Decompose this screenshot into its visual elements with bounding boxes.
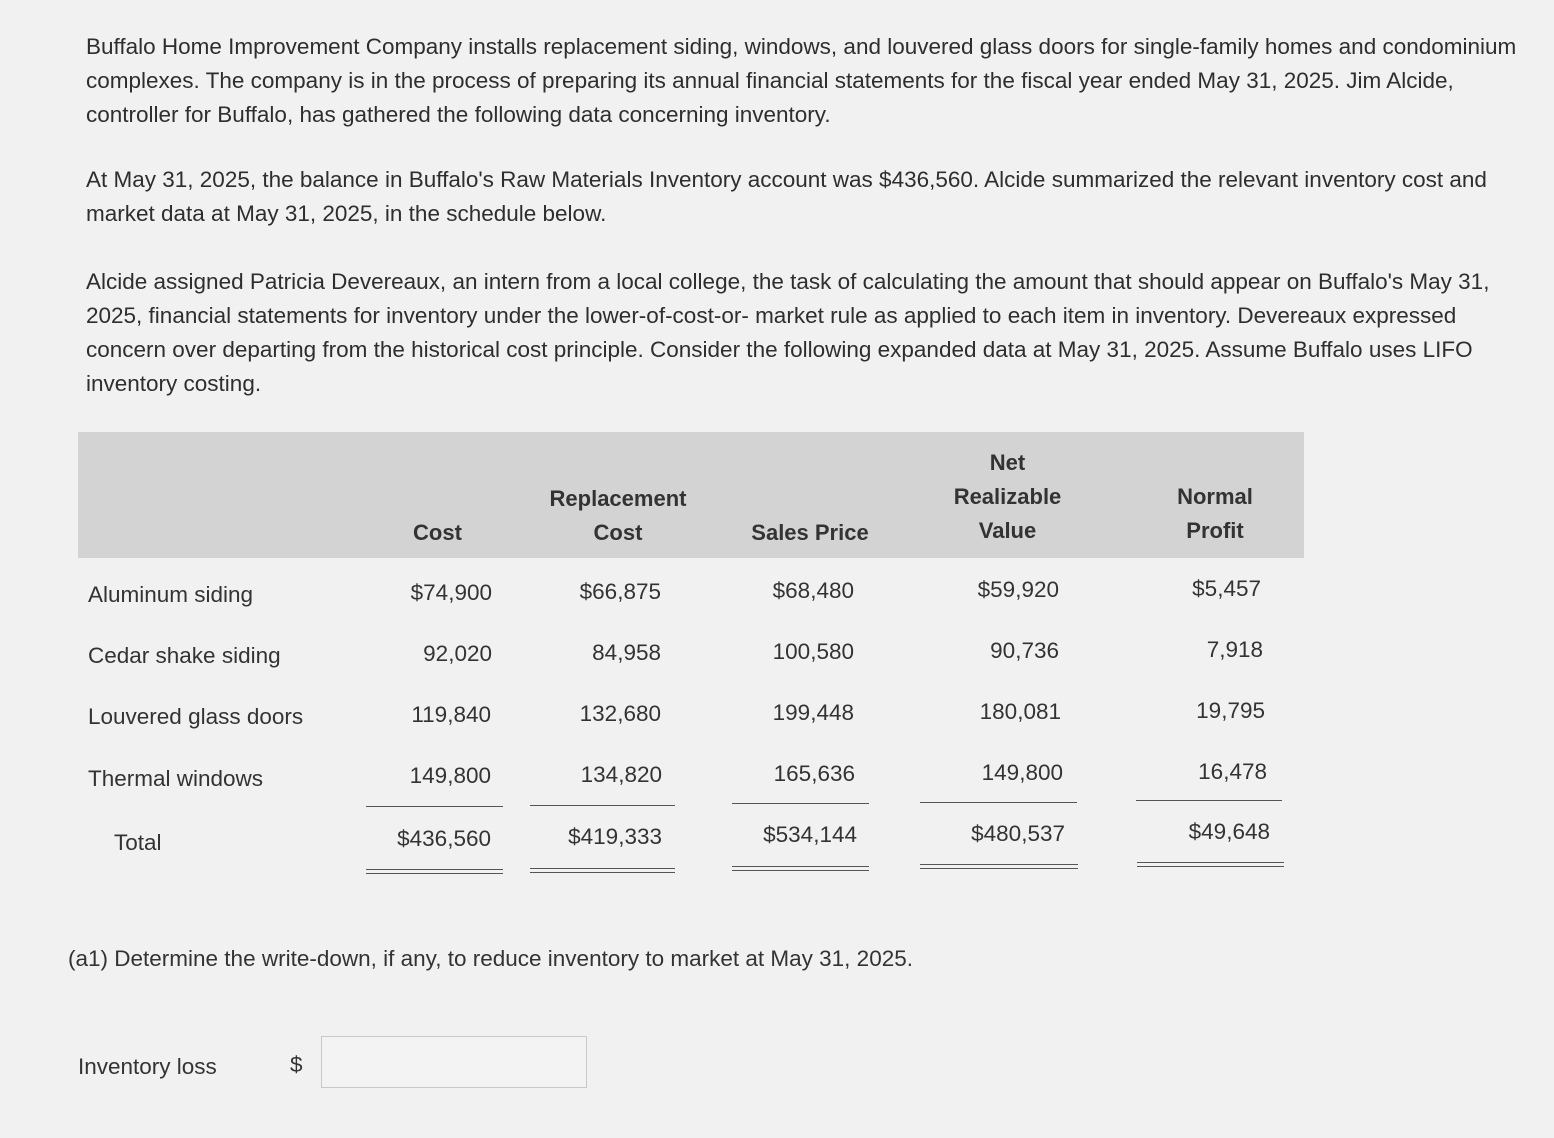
subtotal-rule (920, 802, 1077, 803)
assignment-paragraph: Alcide assigned Patricia Devereaux, an intern from a local college, the task of calculating the amount that should appear on Buffalo's May 31, 2025, financial statements for inventory under the lower-of-cost-or- market rule as applied to each item in inventory. Devereaux expressed concern over departing from the historical cost principle. Consider the following expanded data at May 31, 2025. Assume Buffalo uses LIFO inventory costing. (86, 269, 1490, 396)
header-replacement-cost: Replacement Cost (549, 486, 687, 545)
cell-replacement-cost: 84,958 (592, 640, 661, 665)
cell-normal-profit: 7,918 (1206, 637, 1263, 662)
total-normal-profit: $49,648 (1188, 819, 1270, 844)
subtotal-rule (366, 806, 503, 807)
cell-sales-price: 199,448 (772, 700, 854, 725)
cell-net-realizable-value: $59,920 (977, 577, 1059, 602)
intro-paragraph: Buffalo Home Improvement Company installs replacement siding, windows, and louvered glass doors for single-family homes and condominium complexes. The company is in the process of preparing its annual financial statements for the fiscal year ended May 31, 2025. Jim Alcide, controller for Buffalo, has gathered the following data concerning inventory. (86, 34, 1517, 127)
total-replacement-cost: $419,333 (568, 824, 662, 849)
inventory-loss-input[interactable] (321, 1036, 587, 1088)
balance-paragraph: At May 31, 2025, the balance in Buffalo's Raw Materials Inventory account was $436,560. Alcide summarized the relevant inventory cost and market data at May 31, 2025, in the schedule below. (86, 167, 1487, 226)
row-label-cedar-shake-siding: Cedar shake siding (88, 643, 281, 668)
cell-replacement-cost: $66,875 (579, 579, 661, 604)
cell-normal-profit: 19,795 (1196, 698, 1265, 723)
total-sales-price: $534,144 (763, 822, 857, 847)
inventory-loss-label: Inventory loss (78, 1054, 217, 1079)
cell-net-realizable-value: 180,081 (979, 699, 1061, 724)
header-cost: Cost (413, 520, 462, 545)
total-cost: $436,560 (397, 826, 491, 851)
total-double-rule (530, 868, 675, 873)
question-a1: (a1) Determine the write-down, if any, to reduce inventory to market at May 31, 2025. (68, 946, 913, 971)
subtotal-rule (732, 803, 869, 804)
row-label-thermal-windows: Thermal windows (88, 766, 264, 791)
cell-sales-price: 100,580 (772, 639, 854, 664)
currency-symbol: $ (290, 1052, 303, 1077)
total-double-rule (366, 869, 503, 874)
cell-normal-profit: $5,457 (1192, 576, 1261, 601)
total-double-rule (732, 866, 869, 871)
cell-net-realizable-value: 149,800 (981, 760, 1063, 785)
cell-net-realizable-value: 90,736 (990, 638, 1059, 663)
cell-sales-price: $68,480 (772, 578, 854, 603)
row-label-total: Total (114, 830, 162, 855)
cell-sales-price: 165,636 (773, 761, 855, 786)
row-label-aluminum-siding: Aluminum siding (88, 582, 254, 607)
header-normal-profit: Normal Profit (1177, 484, 1253, 543)
cell-replacement-cost: 132,680 (579, 701, 661, 726)
cell-replacement-cost: 134,820 (580, 762, 662, 787)
total-double-rule (920, 864, 1078, 869)
header-net-realizable-value: Net Realizable Value (953, 450, 1062, 543)
subtotal-rule (1136, 800, 1282, 801)
cell-cost: $74,900 (410, 580, 492, 605)
total-double-rule (1137, 862, 1284, 867)
subtotal-rule (530, 805, 675, 806)
cell-cost: 92,020 (423, 641, 492, 666)
cell-cost: 149,800 (409, 763, 491, 788)
total-net-realizable-value: $480,537 (971, 821, 1065, 846)
cell-cost: 119,840 (411, 702, 491, 727)
cell-normal-profit: 16,478 (1198, 759, 1267, 784)
row-label-louvered-glass-doors: Louvered glass doors (88, 704, 304, 729)
header-sales-price: Sales Price (751, 520, 869, 545)
